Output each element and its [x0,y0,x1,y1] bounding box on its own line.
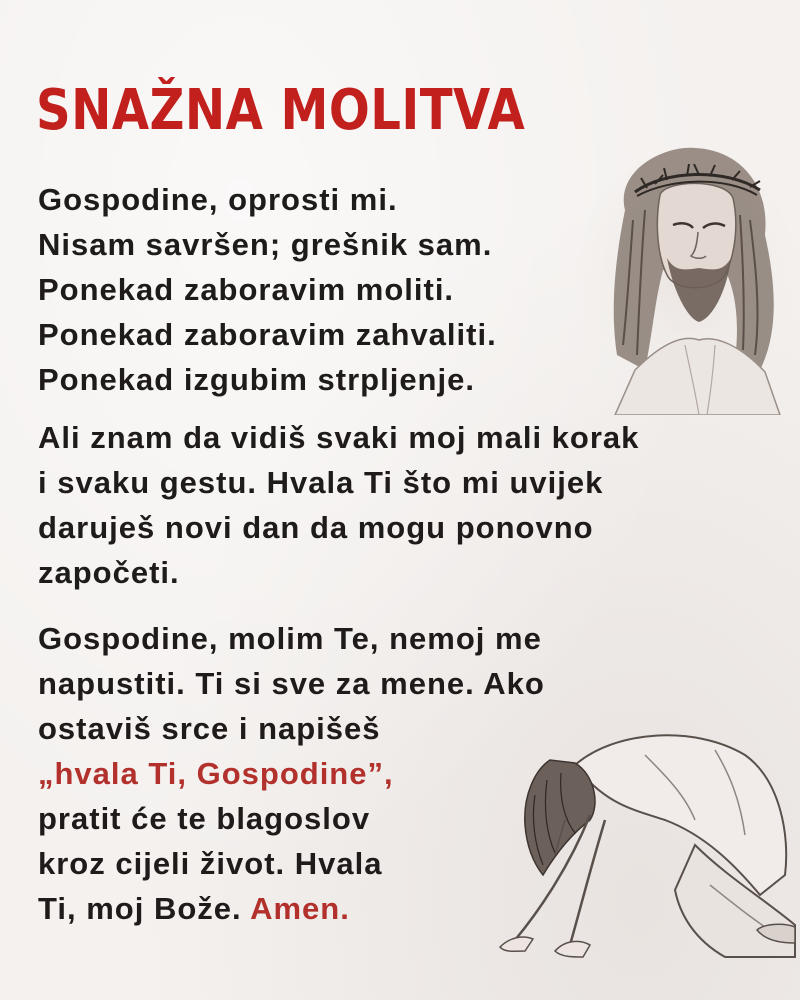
text-line: Ponekad izgubim strpljenje. [38,362,475,397]
highlight-line: „hvala Ti, Gospodine”, [38,756,394,791]
text-line: pratit će te blagoslov [38,801,371,836]
last-line-text: Ti, moj Bože. [38,891,242,926]
text-line: kroz cijeli život. Hvala [38,846,383,881]
stanza-1 [38,177,497,402]
last-line [38,886,545,931]
text-line: Ali znam da vidiš svaki moj mali korak [38,420,640,455]
text-line: Ponekad zaboravim zahvaliti. [38,317,497,352]
prayer-title: SNAŽNA MOLITVA [36,78,526,143]
jesus-portrait-illustration [575,140,800,415]
text-line: ostaviš srce i napišeš [38,711,381,746]
text-line: daruješ novi dan da mogu ponovno [38,510,594,545]
text-line: Gospodine, molim Te, nemoj me [38,621,542,656]
text-line: napustiti. Ti si sve za mene. Ako [38,666,545,701]
text-line: Gospodine, oprosti mi. [38,182,398,217]
kneeling-woman-illustration [495,725,800,965]
text-line: Nisam savršen; grešnik sam. [38,227,493,262]
stanza-3 [38,616,545,931]
text-line: i svaku gestu. Hvala Ti što mi uvijek [38,465,604,500]
text-line: Ponekad zaboravim moliti. [38,272,455,307]
stanza-2 [38,415,639,595]
text-line: započeti. [38,555,180,590]
amen-word: Amen. [250,891,350,926]
